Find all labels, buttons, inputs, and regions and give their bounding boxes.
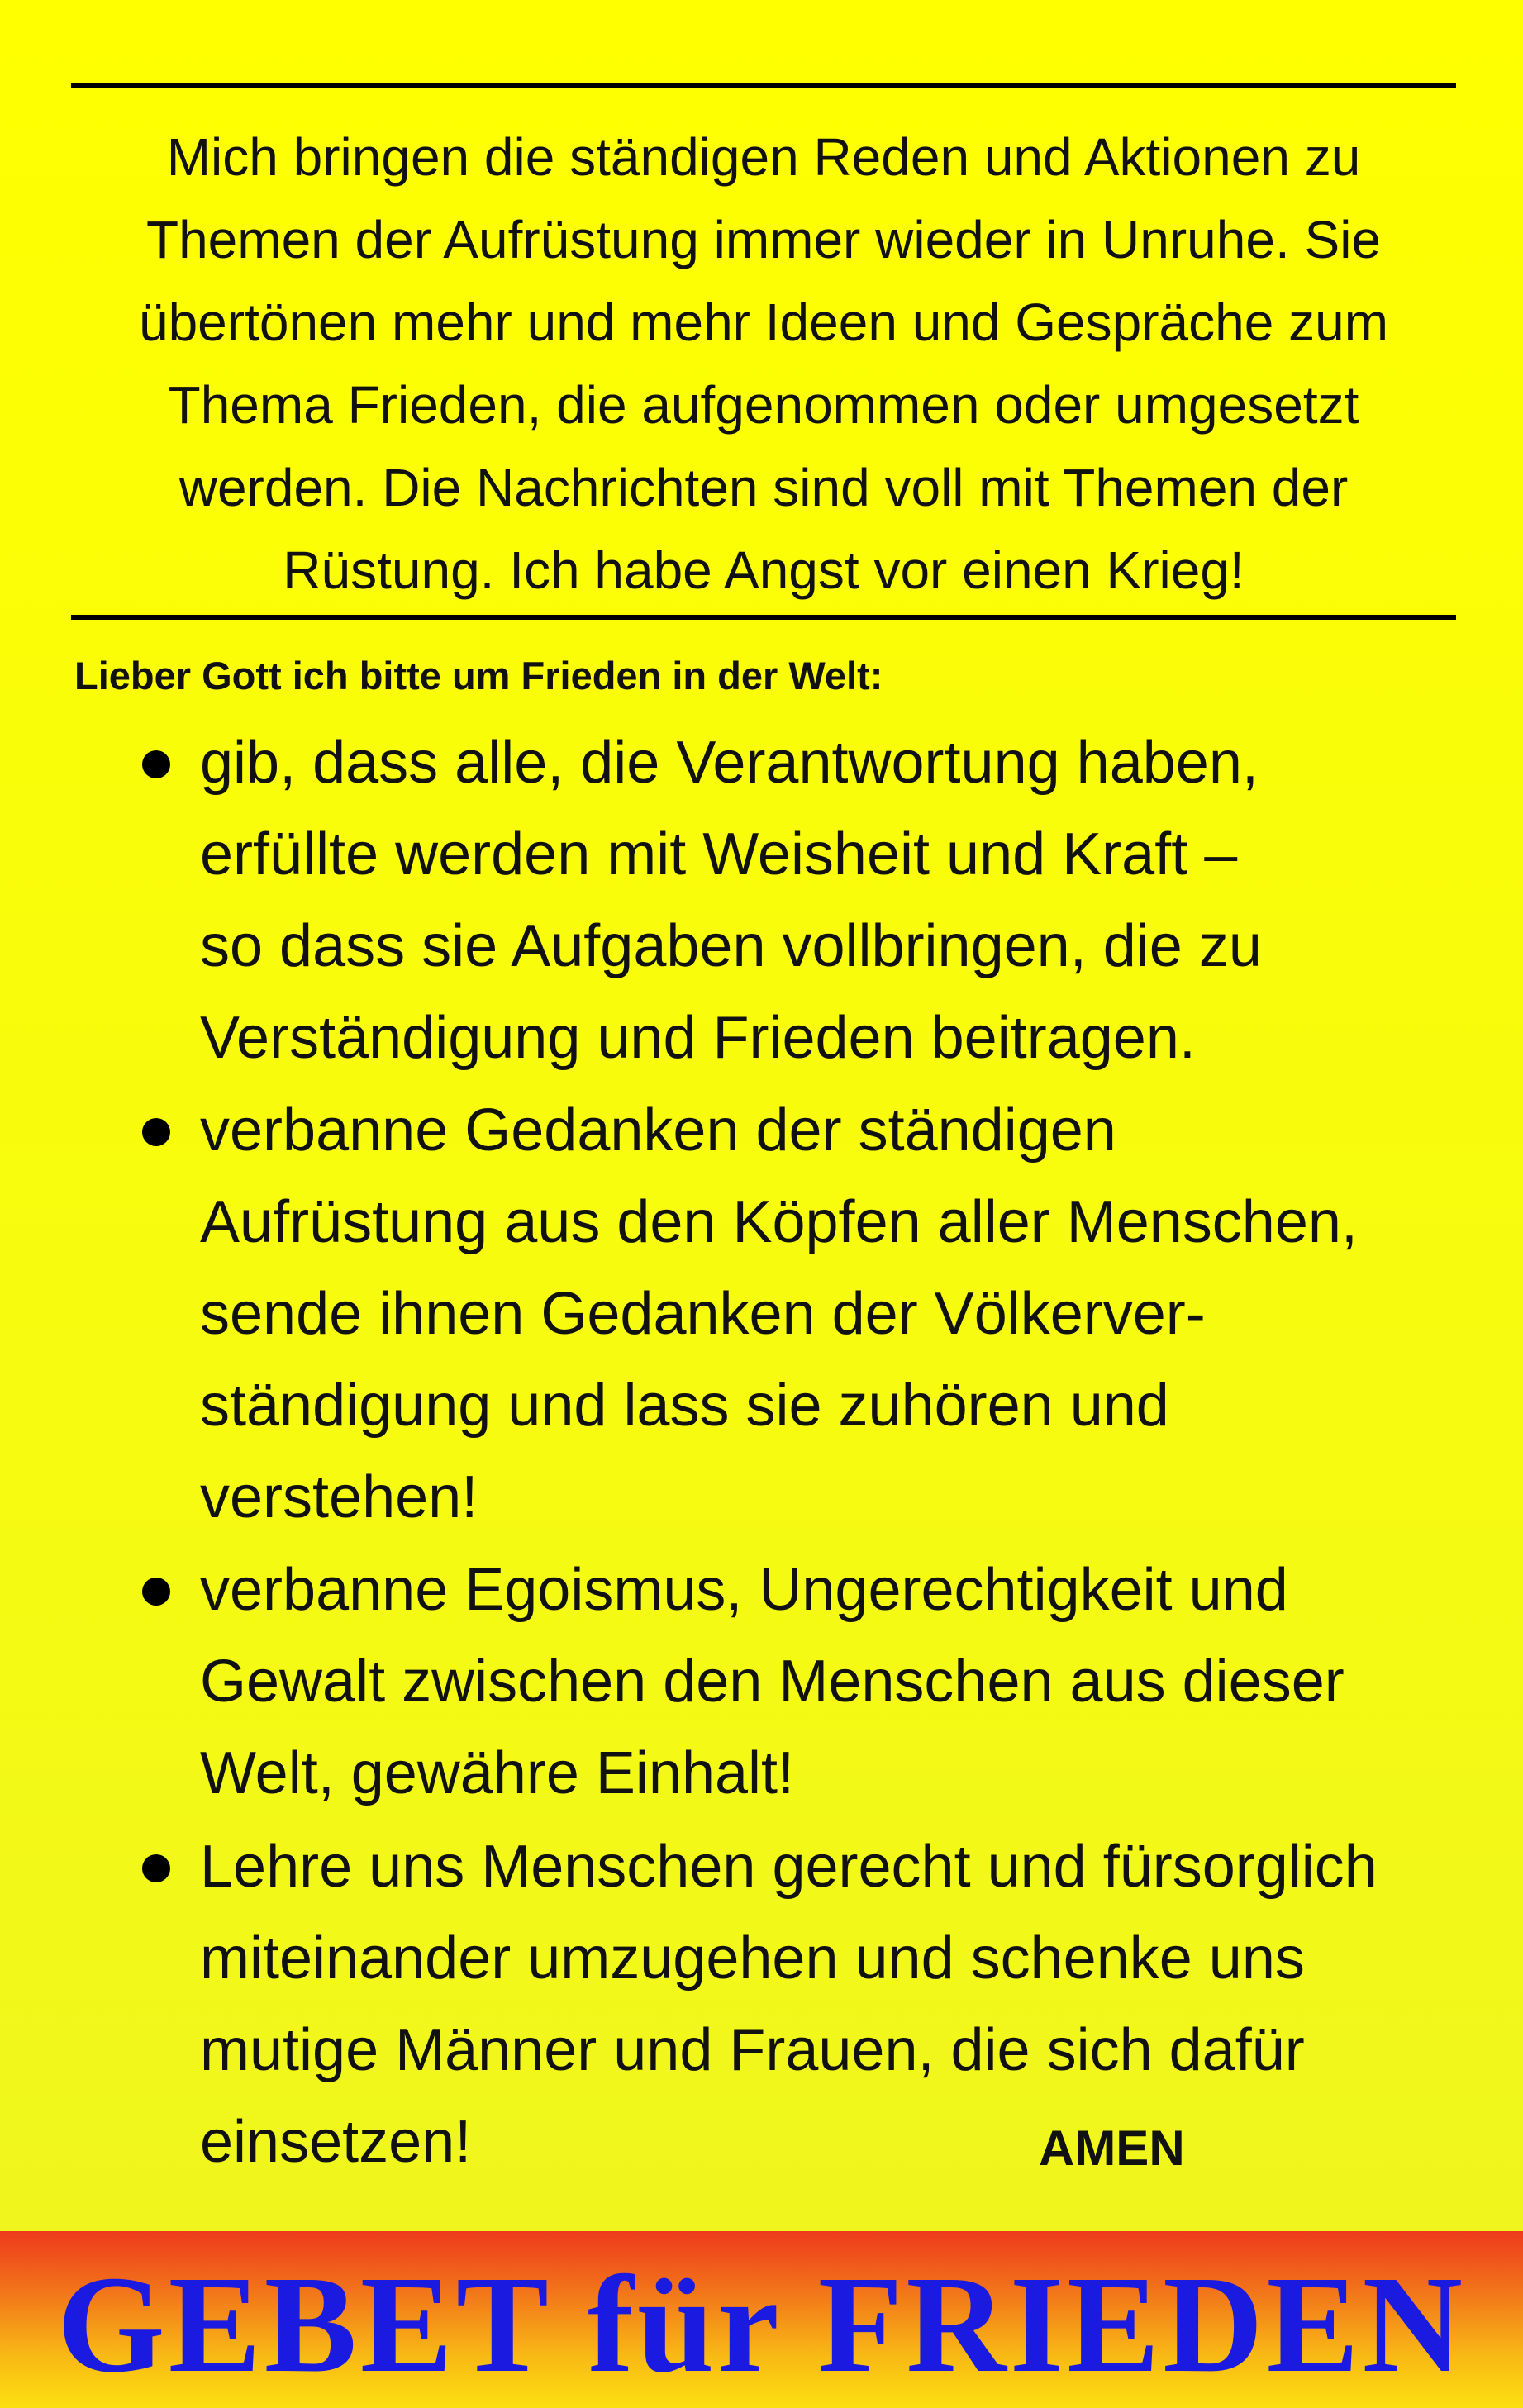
bullet-dot-icon (142, 1854, 170, 1882)
intro-line: werden. Die Nachrichten sind voll mit Themen der (178, 458, 1349, 517)
prayer-heading: Lieber Gott ich bitte um Frieden in der Welt: (74, 654, 883, 697)
bullet-dot-icon (142, 750, 170, 778)
prayer-line: so dass sie Aufgaben vollbringen, die zu (200, 913, 1262, 979)
prayer-line: mutige Männer und Frauen, die sich dafür (200, 2017, 1305, 2083)
prayer-item-text (200, 1821, 1489, 2188)
prayer-line: Gewalt zwischen den Menschen aus dieser (200, 1649, 1345, 1715)
prayer-line: sende ihnen Gedanken der Völkerver- (200, 1281, 1206, 1347)
bullet-dot-icon (142, 1118, 170, 1146)
intro-line: Thema Frieden, die aufgenommen oder umgesetzt (168, 375, 1359, 435)
prayer-line: miteinander umzugehen und schenke uns (200, 1925, 1305, 1992)
prayer-line: Aufrüstung aus den Köpfen aller Menschen, (200, 1189, 1358, 1255)
amen-closing: AMEN (1039, 2120, 1185, 2176)
prayer-line: Welt, gewähre Einhalt! (200, 1740, 795, 1806)
prayer-line: verbanne Gedanken der ständigen (200, 1097, 1116, 1164)
bullet-dot-icon (142, 1578, 170, 1606)
intro-line: übertönen mehr und mehr Ideen und Gespräche zum (138, 293, 1389, 352)
prayer-line: erfüllte werden mit Weisheit und Kraft – (200, 821, 1238, 888)
prayer-line: einsetzen! (200, 2109, 472, 2175)
prayer-item-text (200, 717, 1489, 1084)
prayer-line: verbanne Egoismus, Ungerechtigkeit und (200, 1557, 1288, 1623)
prayer-item-text (200, 1085, 1489, 1544)
banner-title: GEBET für FRIEDEN (57, 2248, 1466, 2401)
prayer-line: ständigung und lass sie zuhören und (200, 1373, 1169, 1439)
intro-line: Mich bringen die ständigen Reden und Aktionen zu (166, 127, 1361, 187)
prayer-line: verstehen! (200, 1464, 478, 1530)
intro-line: Themen der Aufrüstung immer wieder in Unruhe. Sie (145, 210, 1382, 269)
prayer-line: gib, dass alle, die Verantwortung haben, (200, 730, 1259, 796)
prayer-line: Lehre uns Menschen gerecht und fürsorglich (200, 1834, 1378, 1900)
prayer-item-text (200, 1544, 1489, 1820)
prayer-line: Verständigung und Frieden beitragen. (200, 1005, 1196, 1071)
intro-line: Rüstung. Ich habe Angst vor einen Krieg! (283, 540, 1245, 600)
